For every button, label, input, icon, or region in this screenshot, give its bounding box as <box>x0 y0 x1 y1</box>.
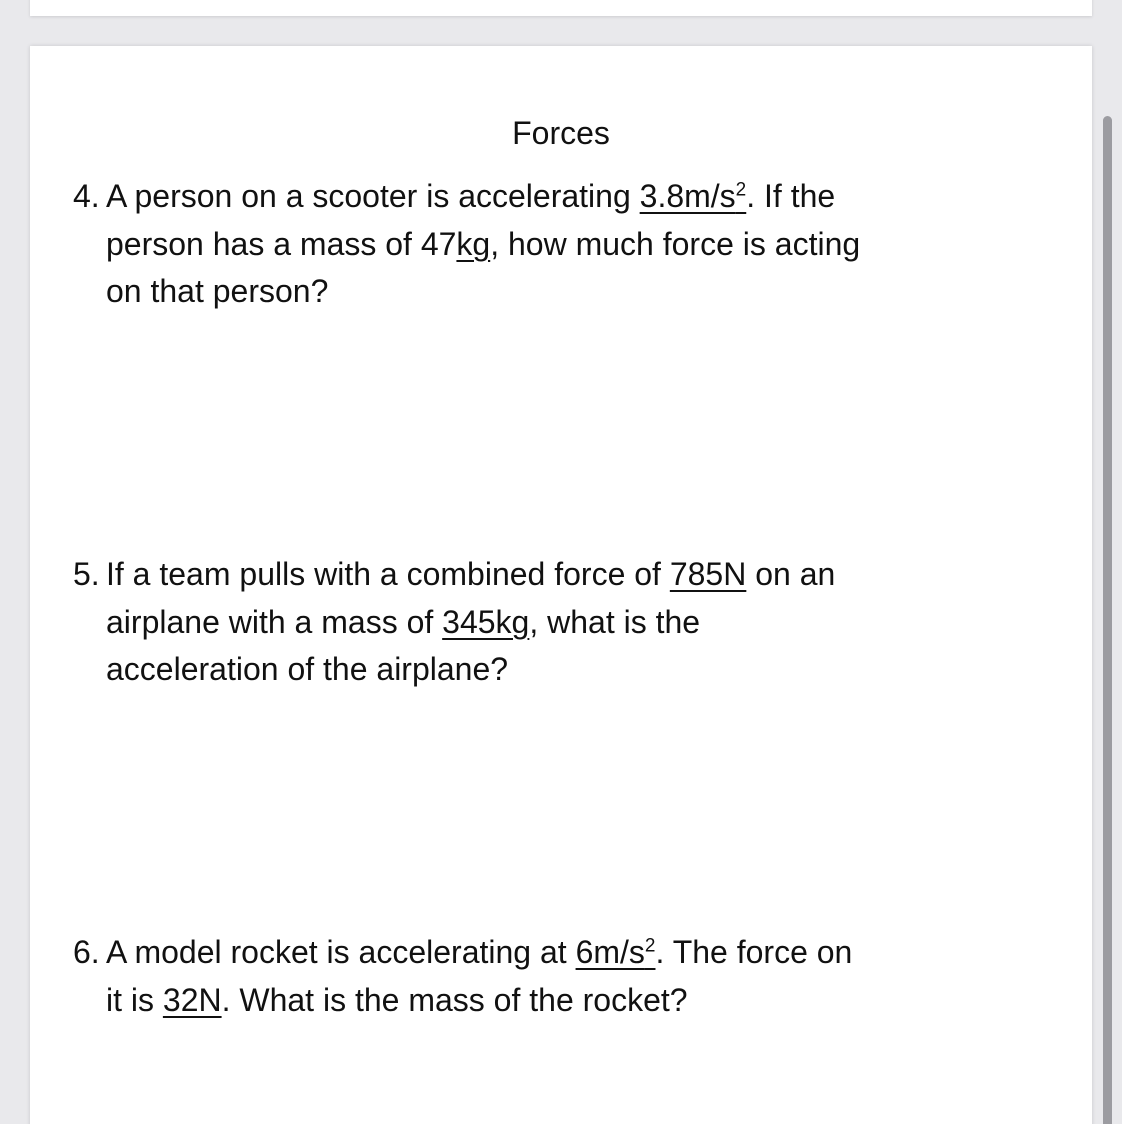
question-text: . What is the mass of the rocket? <box>221 981 688 1018</box>
value-text: 6m/s <box>575 934 645 970</box>
value-text: 3.8m/s <box>639 178 736 214</box>
question-text: . The force on <box>655 934 853 970</box>
mass-value: 345kg <box>442 603 530 640</box>
question-6-line-1 <box>73 929 973 977</box>
question-text: . If the <box>746 178 836 214</box>
question-5-line-3: acceleration of the airplane? <box>106 651 509 687</box>
question-4 <box>73 173 973 316</box>
question-4-line-2 <box>73 221 973 269</box>
scrollbar-thumb[interactable] <box>1103 116 1112 1124</box>
question-number: 6. <box>73 934 100 970</box>
question-6-line-2 <box>73 977 973 1025</box>
force-value: 32N <box>162 981 222 1018</box>
force-value: 785N <box>669 556 747 592</box>
previous-page-edge <box>30 0 1092 16</box>
question-5-line-1 <box>73 551 973 599</box>
question-text: A model rocket is accelerating at <box>106 934 576 970</box>
acceleration-value <box>640 178 747 214</box>
mass-unit: kg <box>456 225 491 262</box>
question-text: person has a mass of 47 <box>106 225 457 262</box>
page-title: Forces <box>512 115 610 151</box>
question-text: on an <box>746 556 836 592</box>
question-text: airplane with a mass of <box>106 603 443 640</box>
question-text: If a team pulls with a combined force of <box>106 556 670 592</box>
question-text: , what is the <box>529 603 701 640</box>
question-text: , how much force is acting <box>490 225 861 262</box>
question-number: 4. <box>73 178 100 214</box>
acceleration-value <box>576 934 656 970</box>
exponent: 2 <box>644 935 656 957</box>
question-text: it is <box>106 981 163 1018</box>
question-text: A person on a scooter is accelerating <box>106 178 640 214</box>
question-number: 5. <box>73 556 100 592</box>
question-4-line-1 <box>73 173 973 221</box>
question-5 <box>73 551 973 694</box>
exponent: 2 <box>735 179 747 201</box>
question-4-line-3: on that person? <box>106 273 329 309</box>
question-6 <box>73 929 973 1024</box>
question-5-line-2 <box>73 599 973 647</box>
